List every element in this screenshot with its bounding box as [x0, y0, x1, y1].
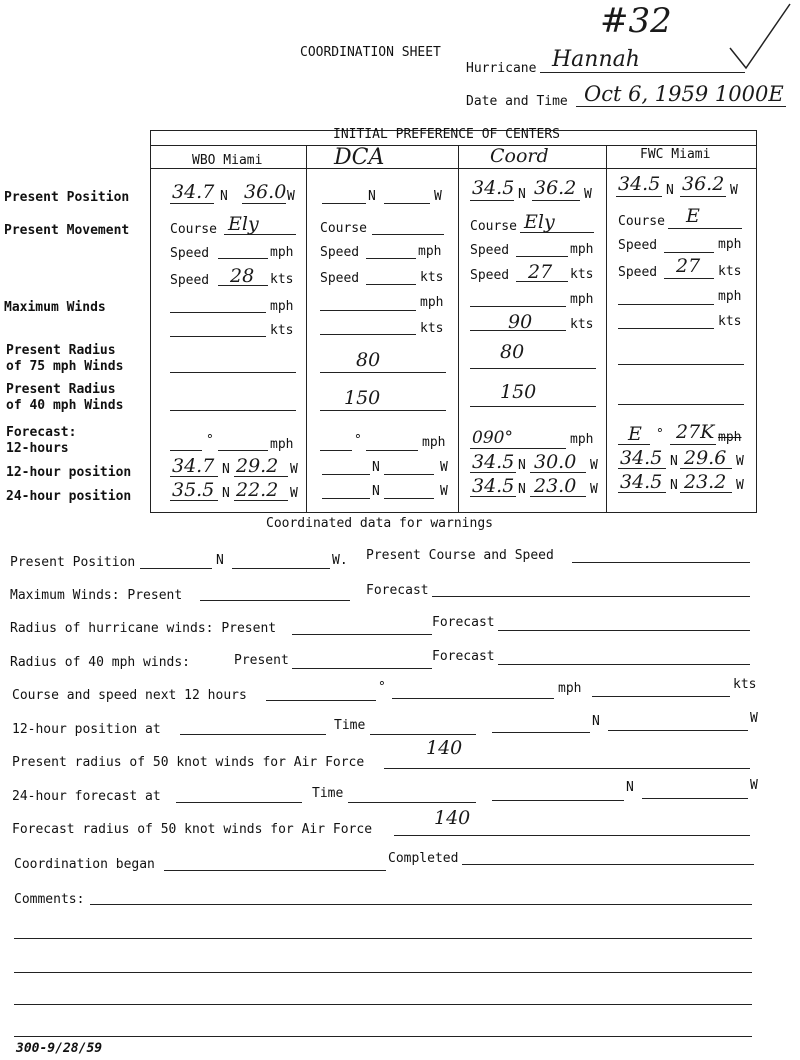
row-maximum-winds: Maximum Winds — [4, 300, 106, 315]
coord-pos-n: 34.5 — [472, 177, 515, 199]
row-forecast-l1: Forecast: — [6, 425, 77, 440]
coord-radius40: 150 — [500, 381, 537, 403]
coord-pos12-w: 30.0 — [534, 451, 577, 473]
col-fwc-miami: FWC Miami — [640, 147, 711, 162]
radius-40-label: Radius of 40 mph winds: — [10, 655, 191, 670]
course-speed-12-label: Course and speed next 12 hours — [12, 688, 247, 703]
coord-pos24-w: 23.0 — [534, 475, 577, 497]
completed-label: Completed — [388, 851, 459, 866]
fwc-fc-speed: 27K — [676, 421, 715, 443]
wbo-pos12-n: 34.7 — [172, 455, 215, 477]
wbo-pos24-w: 22.2 — [236, 479, 279, 501]
radius-hurricane-label: Radius of hurricane winds: Present — [10, 621, 277, 636]
radius50-forecast-value: 140 — [434, 807, 471, 829]
dca-radius75: 80 — [356, 349, 381, 371]
present-course-speed-label: Present Course and Speed — [366, 548, 554, 563]
fwc-fc-course: E — [628, 423, 642, 445]
hurricane-name: Hannah — [552, 47, 640, 72]
coord-speed-kts: 27 — [528, 261, 553, 283]
col-coord: Coord — [490, 145, 549, 167]
radius50-forecast-label: Forecast radius of 50 knot winds for Air Force — [12, 822, 373, 837]
row-radius75-l1: Present Radius — [6, 343, 116, 358]
coord-pos-w: 36.2 — [534, 177, 577, 199]
max-winds-forecast-label: Forecast — [366, 583, 429, 598]
radius50-present-label: Present radius of 50 knot winds for Air Force — [12, 755, 365, 770]
wbo-pos-w: 36.0 — [244, 181, 287, 203]
col-dca: DCA — [334, 145, 385, 170]
wbo-pos12-w: 29.2 — [236, 455, 279, 477]
coord-max-kts: 90 — [508, 311, 533, 333]
fwc-course: E — [686, 205, 700, 227]
max-winds-present-label: Maximum Winds: Present — [10, 588, 183, 603]
wbo-pos24-n: 35.5 — [172, 479, 215, 501]
fwc-pos24-n: 34.5 — [620, 471, 663, 493]
row-radius40-l2: of 40 mph Winds — [6, 398, 124, 413]
coord-course: Ely — [524, 211, 555, 233]
date-value: Oct 6, 1959 1000E — [584, 82, 784, 106]
wbo-pos-n: 34.7 — [172, 181, 215, 203]
row-radius75-l2: of 75 mph Winds — [6, 359, 124, 374]
row-forecast-l2: 12-hours — [6, 441, 69, 456]
table-title: INITIAL PREFERENCE OF CENTERS — [333, 127, 560, 142]
forecast24-at-label: 24-hour forecast at — [12, 789, 161, 804]
row-present-movement: Present Movement — [4, 223, 130, 238]
coord-radius75: 80 — [500, 341, 525, 363]
fwc-speed-kts: 27 — [676, 255, 701, 277]
row-present-position: Present Position — [4, 190, 130, 205]
present-position-label: Present Position — [10, 555, 136, 570]
radius50-present-value: 140 — [426, 737, 463, 759]
hurricane-label: Hurricane — [466, 61, 537, 76]
dca-radius40: 150 — [344, 387, 381, 409]
row-24hour-position: 24-hour position — [6, 489, 132, 504]
coord-pos12-n: 34.5 — [472, 451, 515, 473]
fwc-pos24-w: 23.2 — [684, 471, 727, 493]
coord-fc-deg: 090° — [472, 428, 513, 448]
wbo-course: Ely — [228, 213, 259, 235]
coordination-began-label: Coordination began — [14, 857, 155, 872]
form-number: 300-9/28/59 — [16, 1041, 103, 1056]
coord-pos24-n: 34.5 — [472, 475, 515, 497]
sheet-number: #32 — [600, 1, 672, 41]
row-radius40-l1: Present Radius — [6, 382, 116, 397]
row-12hour-position: 12-hour position — [6, 465, 132, 480]
wbo-speed-kts: 28 — [230, 265, 255, 287]
warnings-heading: Coordinated data for warnings — [266, 516, 493, 531]
comments-label: Comments: — [14, 892, 85, 907]
date-label: Date and Time — [466, 94, 568, 109]
fwc-pos-w: 36.2 — [682, 173, 725, 195]
fwc-pos12-n: 34.5 — [620, 447, 663, 469]
fwc-pos12-w: 29.6 — [684, 447, 727, 469]
col-wbo-miami: WBO Miami — [192, 153, 263, 168]
sheet-title: COORDINATION SHEET — [300, 45, 441, 60]
fwc-pos-n: 34.5 — [618, 173, 661, 195]
check-mark-icon — [728, 2, 792, 70]
pos12-at-label: 12-hour position at — [12, 722, 161, 737]
